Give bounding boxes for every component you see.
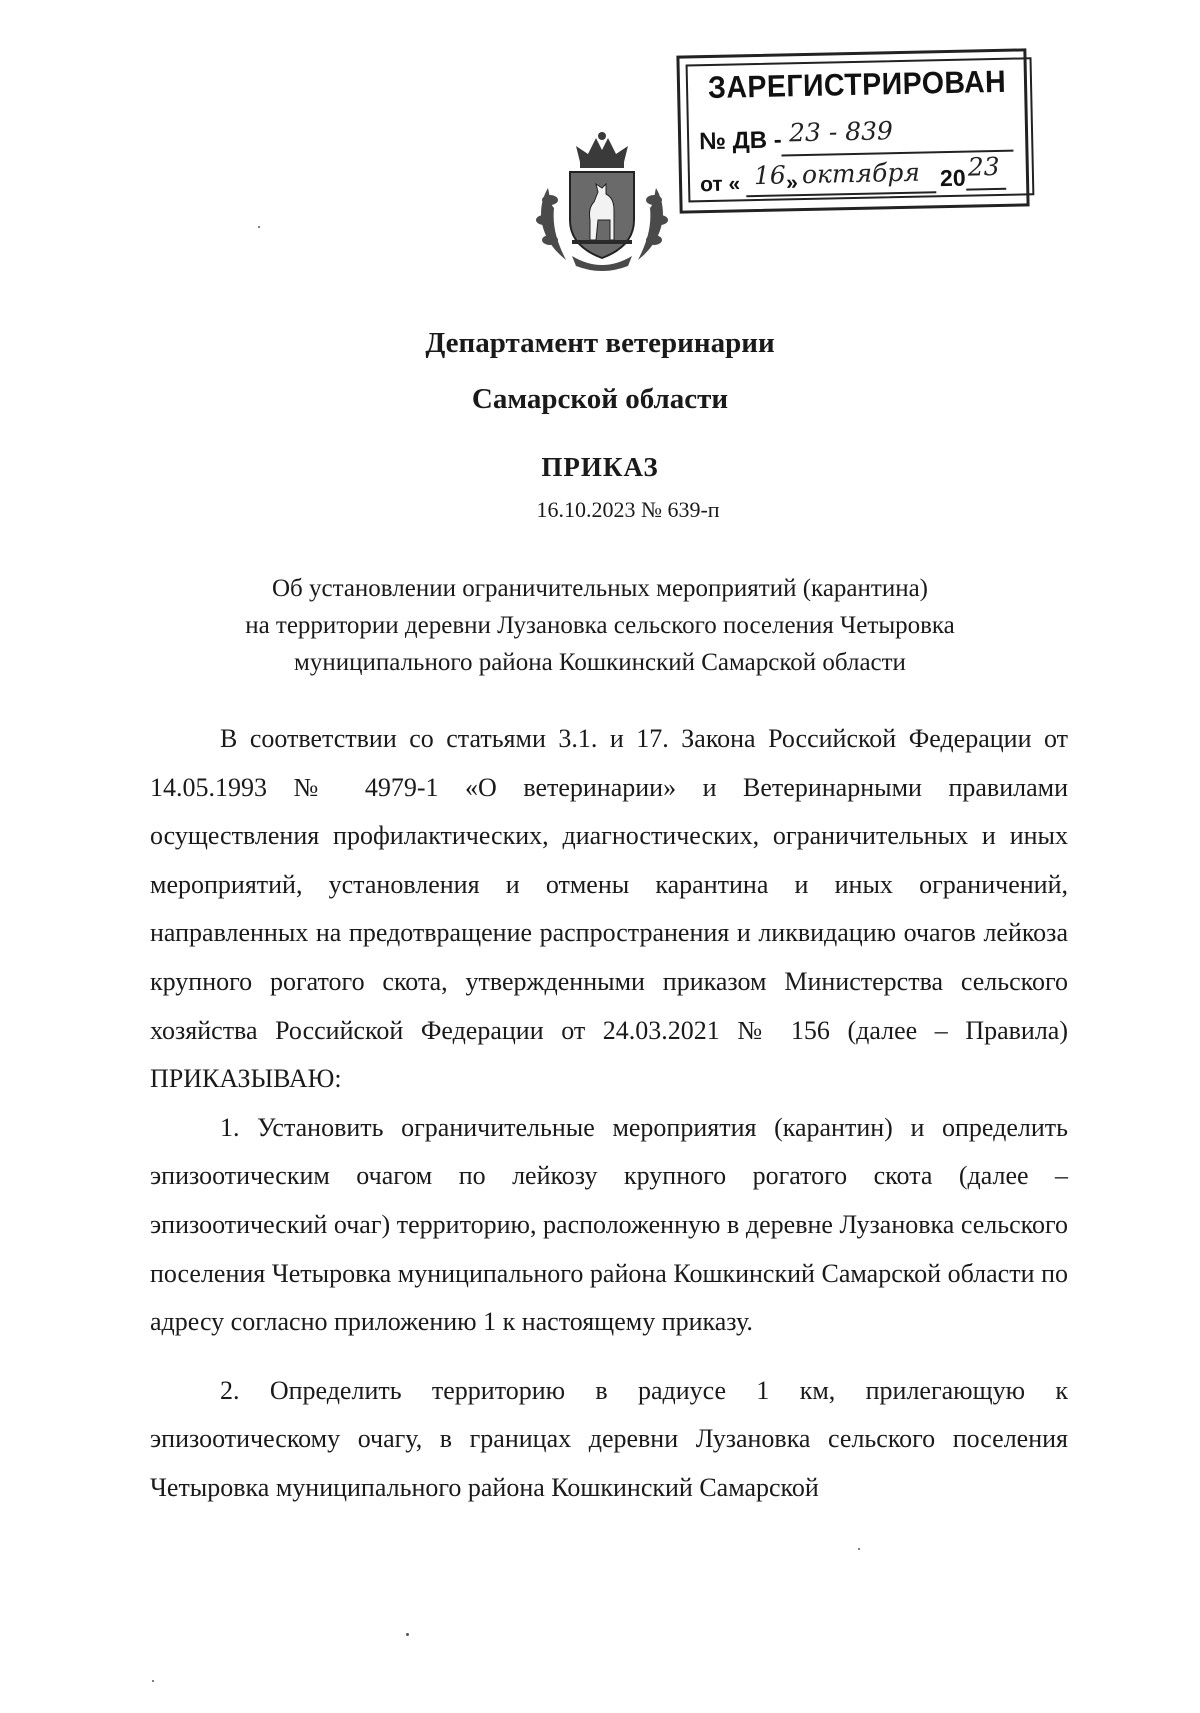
scan-speck — [258, 226, 260, 228]
scan-speck — [406, 1633, 409, 1636]
order-item-2: 2. Определить территорию в радиусе 1 км, прилегающую к эпизоотическому очагу, в границах деревни Лузановка сельского поселения Четыровка муниципального района Кошкинский Самарской — [150, 1375, 1068, 1502]
order-body — [150, 715, 1068, 1513]
scan-speck — [858, 1548, 860, 1550]
stamp-date-mid: » — [785, 171, 798, 195]
department-line-2: Самарской области — [471, 383, 729, 415]
stamp-date-month-handwritten: октября — [801, 157, 921, 190]
order-subject — [0, 570, 1200, 681]
stamp-number-label: № ДВ - — [698, 126, 782, 156]
samara-oblast-coat-of-arms-icon — [528, 128, 676, 276]
stamp-date-day-handwritten: 16 — [753, 160, 787, 191]
order-title: ПРИКАЗ — [541, 452, 659, 482]
stamp-year-handwritten: 23 — [967, 151, 1000, 182]
department-line-1: Департамент ветеринарии — [425, 327, 775, 359]
stamp-date-prefix: от « — [699, 172, 741, 197]
stamp-number-handwritten: 23 - 839 — [788, 116, 894, 148]
stamp-title: ЗАРЕГИСТРИРОВАН — [707, 63, 1007, 106]
subject-line-1: Об установлении ограничительных мероприятий (карантина) — [271, 575, 929, 602]
subject-line-2: на территории деревни Лузановка сельского поселения Четыровка — [245, 612, 955, 639]
subject-line-3: муниципального района Кошкинский Самарской области — [294, 649, 906, 676]
stamp-year-printed: 20 — [939, 164, 966, 192]
scan-speck — [152, 1680, 154, 1682]
order-date-number: 16.10.2023 № 639-п — [536, 497, 720, 522]
preamble-paragraph: В соответствии со статьями 3.1. и 17. Закона Российской Федерации от 14.05.1993 № 4979-1 «О ветеринарии» и Ветеринарными правилами осуществления профилактических, диагностических, ограничительных и иных мероприятий, установления и отмены карантина и иных ограничений, направленных на предотвращение распространения и ликвидацию очагов лейкоза крупного рогатого скота, утвержденными приказом Министерства сельского хозяйства Российской Федерации от 24.03.2021 № 156 (далее – Правила) ПРИКАЗЫВАЮ: — [150, 724, 1068, 1094]
registration-stamp — [676, 48, 1029, 213]
order-item-1: 1. Установить ограничительные мероприятия (карантин) и определить эпизоотическим очагом по лейкозу крупного рогатого скота (далее – эпизоотический очаг) территорию, расположенную в деревне Лузановка сельского поселения Четыровка муниципального района Кошкинский Самарской области по адресу согласно приложению 1 к настоящему приказу. — [150, 1112, 1068, 1337]
department-name — [0, 315, 1200, 427]
